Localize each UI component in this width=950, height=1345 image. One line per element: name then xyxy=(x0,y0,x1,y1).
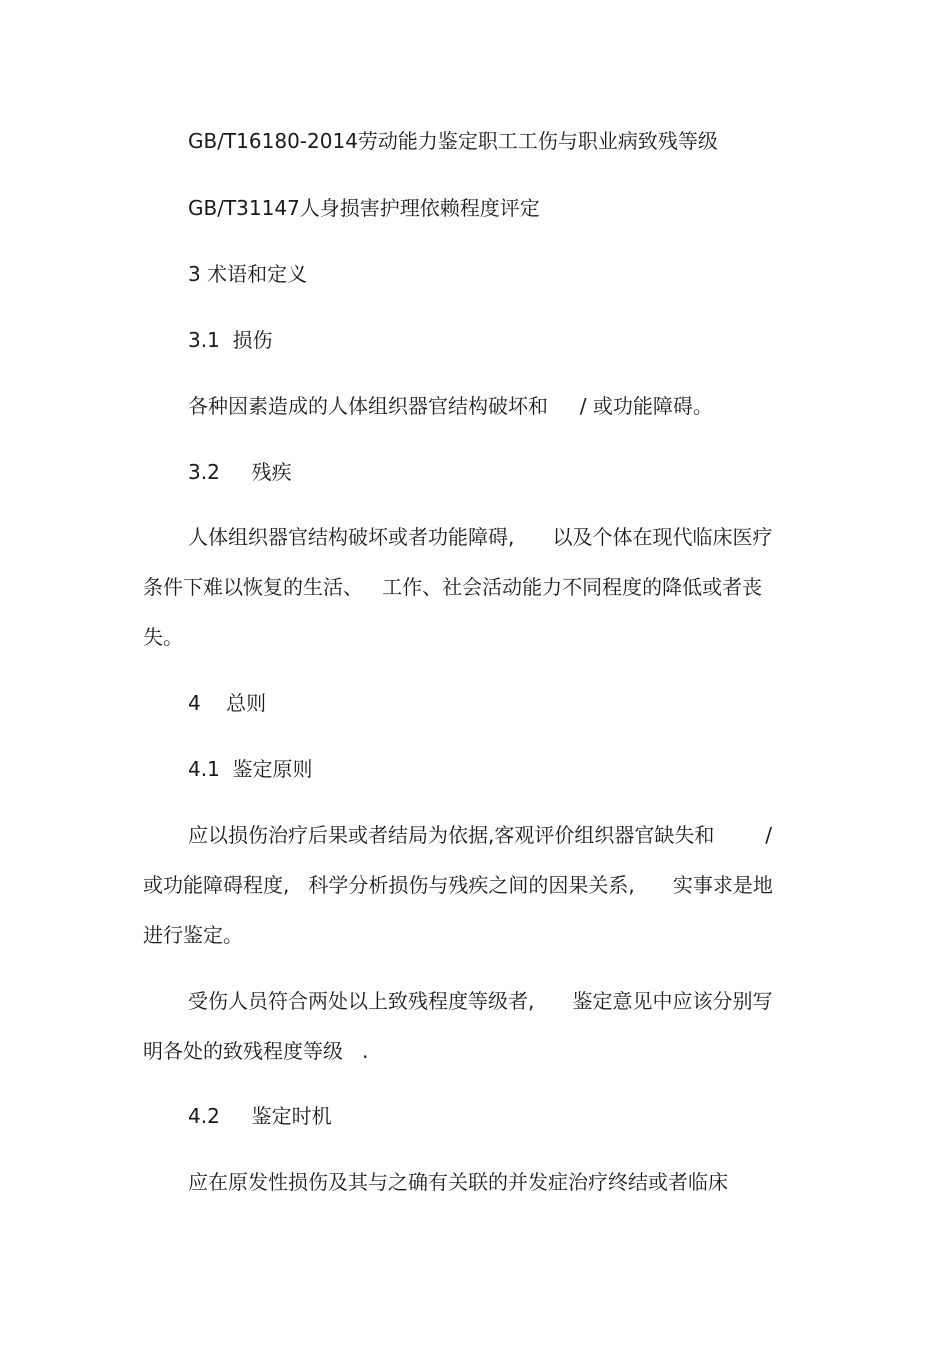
reference-gbt16180: GB/T16180-2014劳动能力鉴定职工工伤与职业病致残等级 xyxy=(188,129,718,153)
section-4-1-paragraph-line: 受伤人员符合两处以上致残程度等级者, 鉴定意见中应该分别写 xyxy=(188,989,773,1013)
section-4-1-paragraph-line: 进行鉴定。 xyxy=(143,923,243,947)
section-4-1-heading: 4.1 鉴定原则 xyxy=(188,757,313,781)
section-3-2-heading: 3.2 残疾 xyxy=(188,460,292,484)
reference-gbt31147: GB/T31147人身损害护理依赖程度评定 xyxy=(188,196,540,220)
section-4-1-paragraph-line: 应以损伤治疗后果或者结局为依据,客观评价组织器官缺失和 / xyxy=(188,823,772,847)
section-3-heading: 3 术语和定义 xyxy=(188,262,308,286)
section-4-2-heading: 4.2 鉴定时机 xyxy=(188,1104,332,1128)
section-3-2-definition-line: 条件下难以恢复的生活、 工作、社会活动能力不同程度的降低或者丧 xyxy=(143,575,763,599)
section-3-2-definition-line: 人体组织器官结构破坏或者功能障碍, 以及个体在现代临床医疗 xyxy=(188,525,773,549)
section-4-heading: 4 总则 xyxy=(188,691,267,715)
section-4-1-paragraph-line: 明各处的致残程度等级 . xyxy=(143,1039,369,1063)
section-4-2-paragraph-line: 应在原发性损伤及其与之确有关联的并发症治疗终结或者临床 xyxy=(188,1170,728,1194)
section-3-2-definition-line: 失。 xyxy=(143,625,183,649)
section-3-1-definition: 各种因素造成的人体组织器官结构破坏和 / 或功能障碍。 xyxy=(188,394,713,418)
section-4-1-paragraph-line: 或功能障碍程度, 科学分析损伤与残疾之间的因果关系, 实事求是地 xyxy=(143,873,773,897)
section-3-1-heading: 3.1 损伤 xyxy=(188,328,273,352)
